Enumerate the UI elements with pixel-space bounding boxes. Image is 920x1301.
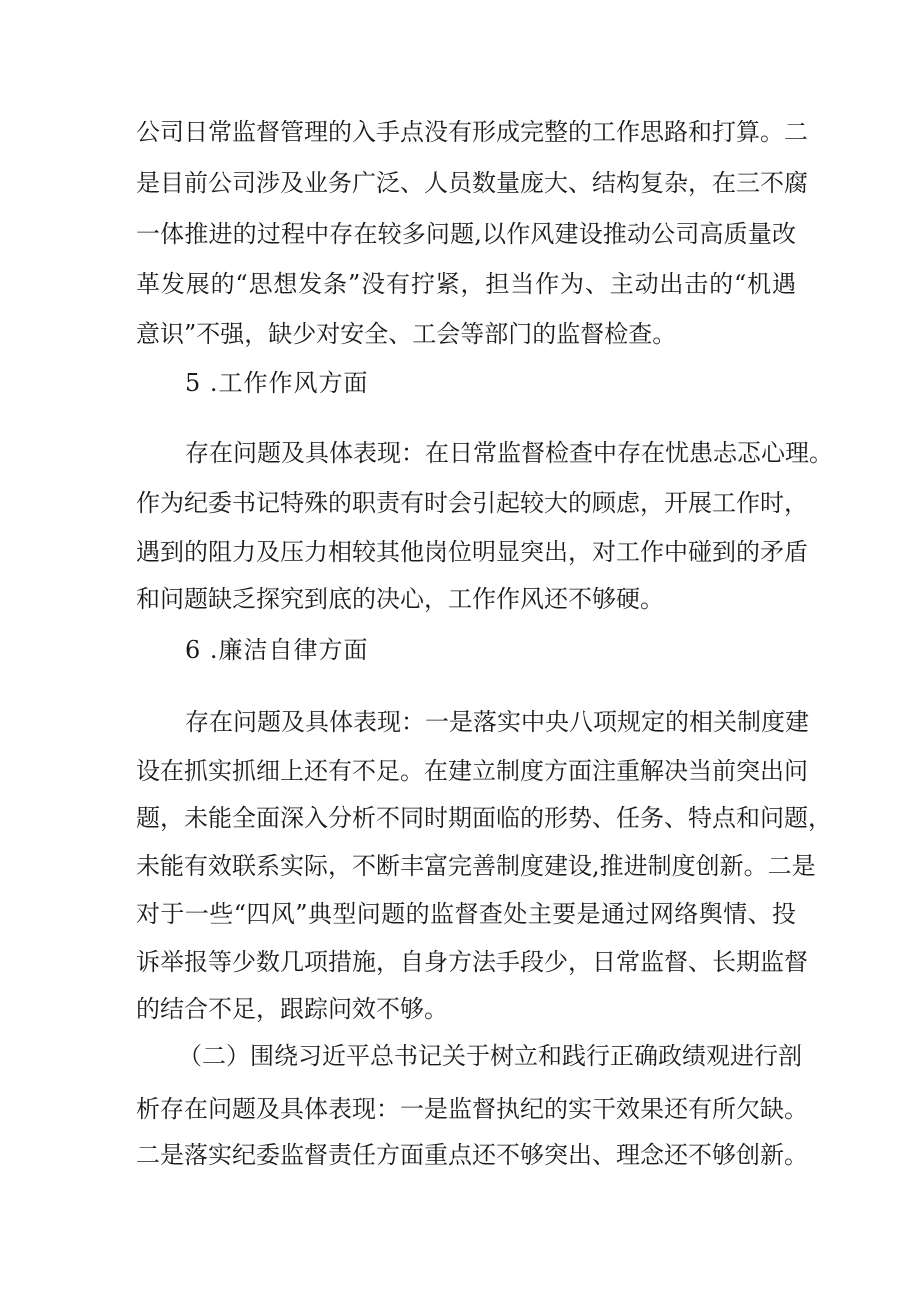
paragraph-2-line-3: 遇到的阻力及压力相较其他岗位明显突出，对工作中碰到的矛盾 <box>136 538 808 566</box>
paragraph-2-line-1: 存在问题及具体表现：在日常监督检查中存在忧患忐忑心理。 <box>185 439 833 467</box>
paragraph-3-line-5: 对于一些“四风”典型问题的监督查处主要是通过网络舆情、投 <box>136 900 796 928</box>
paragraph-1-line-2: 是目前公司涉及业务广泛、人员数量庞大、结构复杂，在三不腐 <box>136 169 808 197</box>
paragraph-3-line-1: 存在问题及具体表现：一是落实中央八项规定的相关制度建 <box>185 708 809 736</box>
paragraph-2-line-4: 和问题缺乏探究到底的决心，工作作风还不够硬。 <box>136 585 664 613</box>
paragraph-4-line-2: 析存在问题及具体表现：一是监督执纪的实干效果还有所欠缺。 <box>136 1095 808 1123</box>
paragraph-4-line-3: 二是落实纪委监督责任方面重点还不够突出、理念还不够创新。 <box>136 1141 808 1169</box>
section-heading-work-style: 5 .工作作风方面 <box>185 369 369 397</box>
section-heading-integrity: 6 .廉洁自律方面 <box>185 636 369 664</box>
paragraph-3-line-7: 的结合不足，跟踪问效不够。 <box>136 995 448 1023</box>
paragraph-3-line-2: 设在抓实抓细上还有不足。在建立制度方面注重解决当前突出问 <box>136 757 808 785</box>
paragraph-1-line-5: 意识”不强，缺少对安全、工会等部门的监督检查。 <box>136 320 677 348</box>
paragraph-4-line-1: （二）围绕习近平总书记关于树立和践行正确政绩观进行剖 <box>178 1042 802 1070</box>
paragraph-3-line-3: 题，未能全面深入分析不同时期面临的形势、任务、特点和问题， <box>136 804 832 832</box>
paragraph-2-line-2: 作为纪委书记特殊的职责有时会引起较大的顾虑，开展工作时， <box>136 489 808 517</box>
paragraph-1-line-3: 一体推进的过程中存在较多问题,以作风建设推动公司高质量改 <box>136 220 796 248</box>
paragraph-3-line-6: 诉举报等少数几项措施，自身方法手段少，日常监督、长期监督 <box>136 948 808 976</box>
paragraph-1-line-4: 革发展的“思想发条”没有拧紧，担当作为、主动出击的“机遇 <box>136 270 796 298</box>
paragraph-1-line-1: 公司日常监督管理的入手点没有形成完整的工作思路和打算。二 <box>136 118 808 146</box>
paragraph-3-line-4: 未能有效联系实际，不断丰富完善制度建设,推进制度创新。二是 <box>136 852 816 880</box>
